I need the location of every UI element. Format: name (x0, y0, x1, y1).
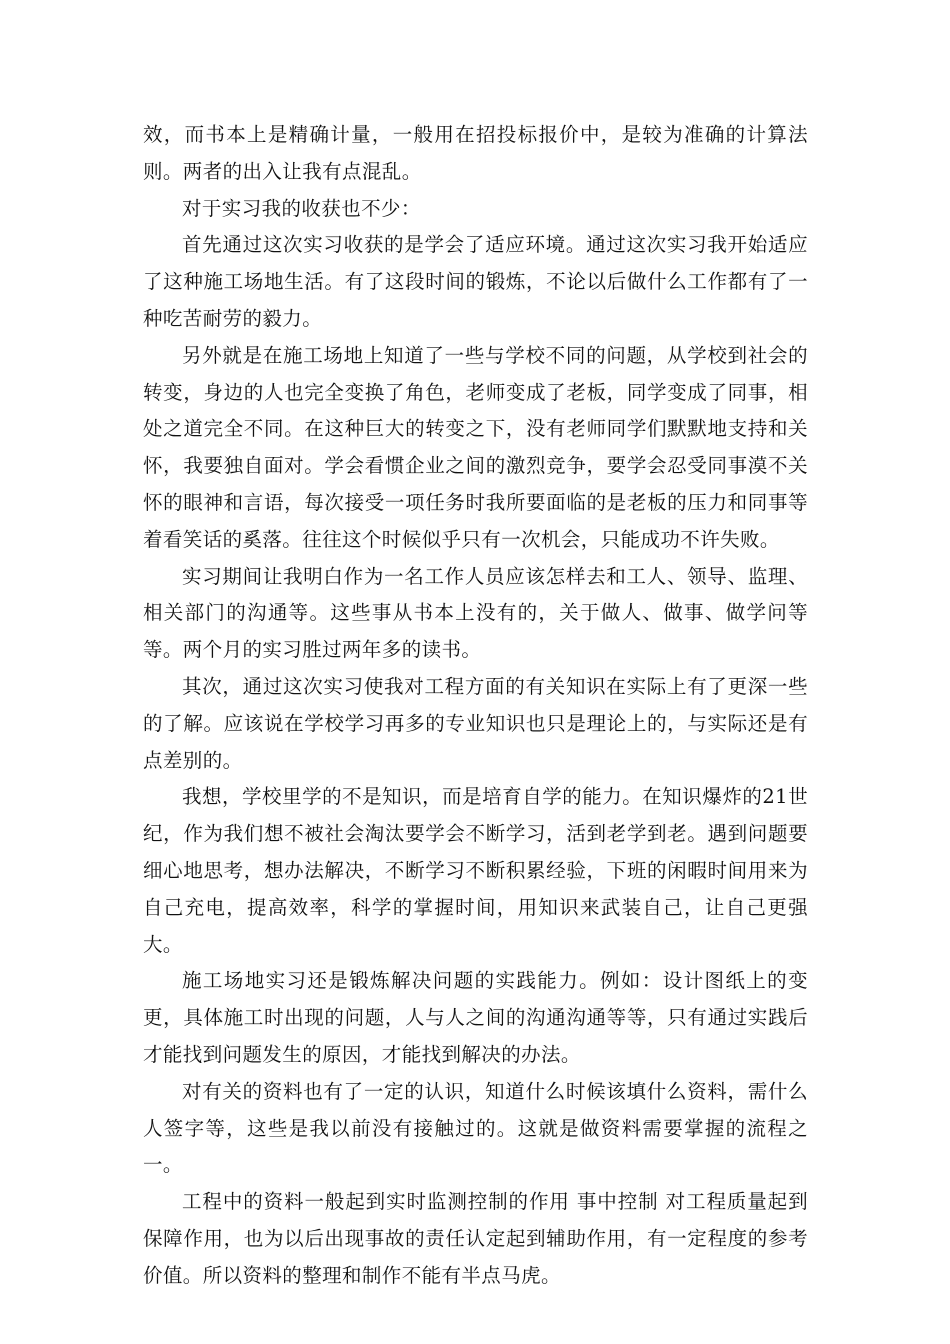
paragraph-9: 对有关的资料也有了一定的认识，知道什么时候该填什么资料，需什么人签字等，这些是我以前没有接触过的。这就是做资料需要掌握的流程之一。 (143, 1079, 808, 1177)
paragraph-10: 工程中的资料一般起到实时监测控制的作用 事中控制 对工程质量起到保障作用，也为以后出现事故的责任认定起到辅助作用，有一定程度的参考价值。所以资料的整理和制作不能有半点马虎。 (143, 1190, 808, 1287)
paragraph-8: 施工场地实习还是锻炼解决问题的实践能力。例如：设计图纸上的变更，具体施工时出现的问题，人与人之间的沟通沟通等等，只有通过实践后才能找到问题发生的原因，才能找到解决的办法。 (143, 969, 808, 1066)
paragraph-6: 其次，通过这次实习使我对工程方面的有关知识在实际上有了更深一些的了解。应该说在学校学习再多的专业知识也只是理论上的，与实际还是有点差别的。 (143, 674, 808, 772)
paragraph-2: 对于实习我的收获也不少： (182, 196, 421, 220)
paragraph-5: 实习期间让我明白作为一名工作人员应该怎样去和工人、领导、监理、相关部门的沟通等。这些事从书本上没有的，关于做人、做事、做学问等等。两个月的实习胜过两年多的读书。 (143, 564, 808, 662)
paragraph-4: 另外就是在施工场地上知道了一些与学校不同的问题，从学校到社会的转变，身边的人也完全变换了角色，老师变成了老板，同学变成了同事，相处之道完全不同。在这种巨大的转变之下，没有老师同学们默默地支持和关怀，我要独自面对。学会看惯企业之间的激烈竞争，要学会忍受同事漠不关怀的眼神和言语，每次接受一项任务时我所要面临的是老板的压力和同事等着看笑话的奚落。往往这个时候似乎只有一次机会，只能成功不许失败。 (143, 343, 808, 551)
document-body (143, 117, 808, 1295)
paragraph-7: 我想，学校里学的不是知识，而是培育自学的能力。在知识爆炸的21世纪，作为我们想不被社会淘汰要学会不断学习，活到老学到老。遇到问题要细心地思考，想办法解决，不断学习不断积累经验，下班的闲暇时间用来为自己充电，提高效率，科学的掌握时间，用知识来武装自己，让自己更强大。 (143, 785, 808, 956)
paragraph-3: 首先通过这次实习收获的是学会了适应环境。通过这次实习我开始适应了这种施工场地生活。有了这段时间的锻炼，不论以后做什么工作都有了一种吃苦耐劳的毅力。 (143, 233, 808, 330)
paragraph-1: 效，而书本上是精确计量，一般用在招投标报价中，是较为准确的计算法则。两者的出入让我有点混乱。 (143, 123, 808, 183)
